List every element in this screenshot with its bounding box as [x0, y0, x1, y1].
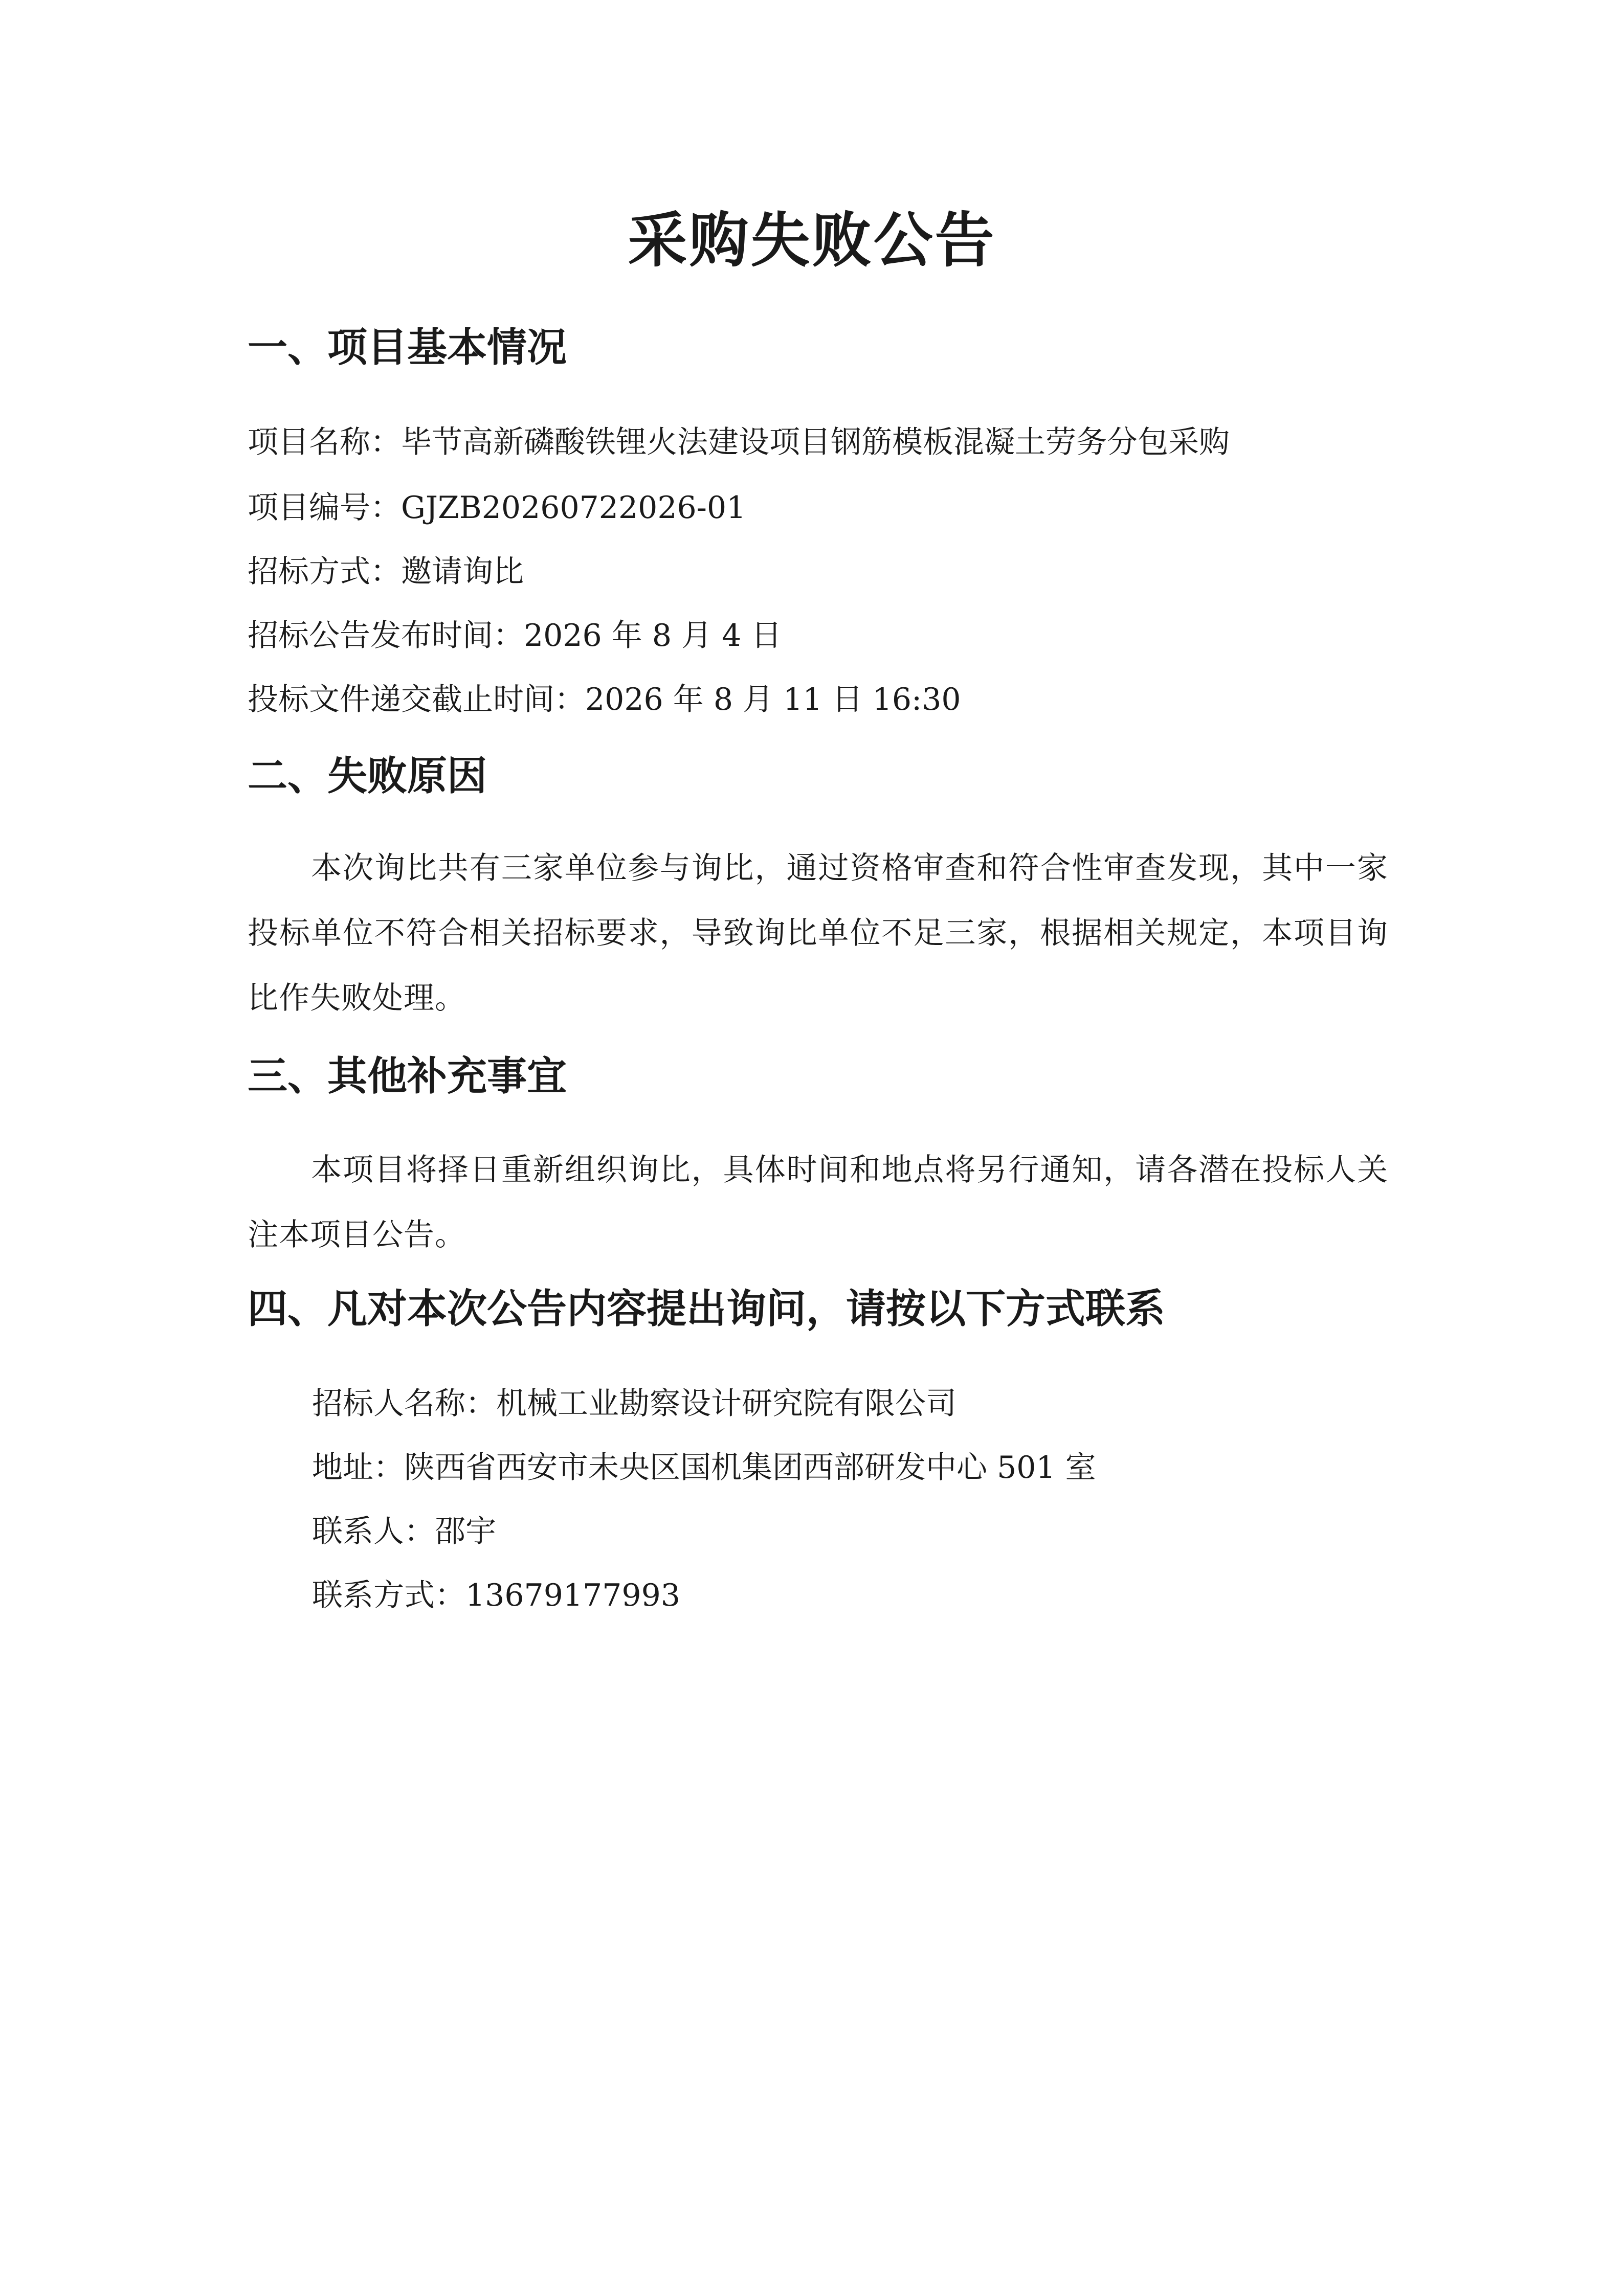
section-heading-project-info: 一、项目基本情况: [248, 324, 567, 371]
section-heading-other-matters: 三、其他补充事宜: [248, 1053, 567, 1099]
bidding-method-line: 招标方式：邀请询比: [248, 554, 524, 590]
document-title: 采购失败公告: [628, 206, 996, 275]
section-heading-failure-reason: 二、失败原因: [248, 753, 487, 799]
deadline-line: 投标文件递交截止时间：2026 年 8 月 11 日 16:30: [248, 682, 961, 717]
project-number-line: 项目编号：GJZB20260722026-01: [248, 490, 746, 526]
address-line: 地址：陕西省西安市未央区国机集团西部研发中心 501 室: [312, 1450, 1096, 1485]
section-heading-contact: 四、凡对本次公告内容提出询问，请按以下方式联系: [248, 1286, 1166, 1332]
project-name-line: 项目名称：毕节高新磷酸铁锂火法建设项目钢筋模板混凝土劳务分包采购: [248, 424, 1230, 460]
contact-person-line: 联系人：邵宇: [312, 1514, 496, 1549]
publish-time-line: 招标公告发布时间：2026 年 8 月 4 日: [248, 618, 782, 654]
other-matters-paragraph: 本项目将择日重新组织询比，具体时间和地点将另行通知，请各潜在投标人关注本项目公告。: [248, 1152, 1388, 1253]
tenderer-name-line: 招标人名称：机械工业勘察设计研究院有限公司: [312, 1386, 956, 1422]
contact-phone-line: 联系方式：13679177993: [312, 1578, 680, 1613]
failure-reason-paragraph: 本次询比共有三家单位参与询比，通过资格审查和符合性审查发现，其中一家投标单位不符合相关招标要求，导致询比单位不足三家，根据相关规定，本项目询比作失败处理。: [248, 850, 1388, 1016]
